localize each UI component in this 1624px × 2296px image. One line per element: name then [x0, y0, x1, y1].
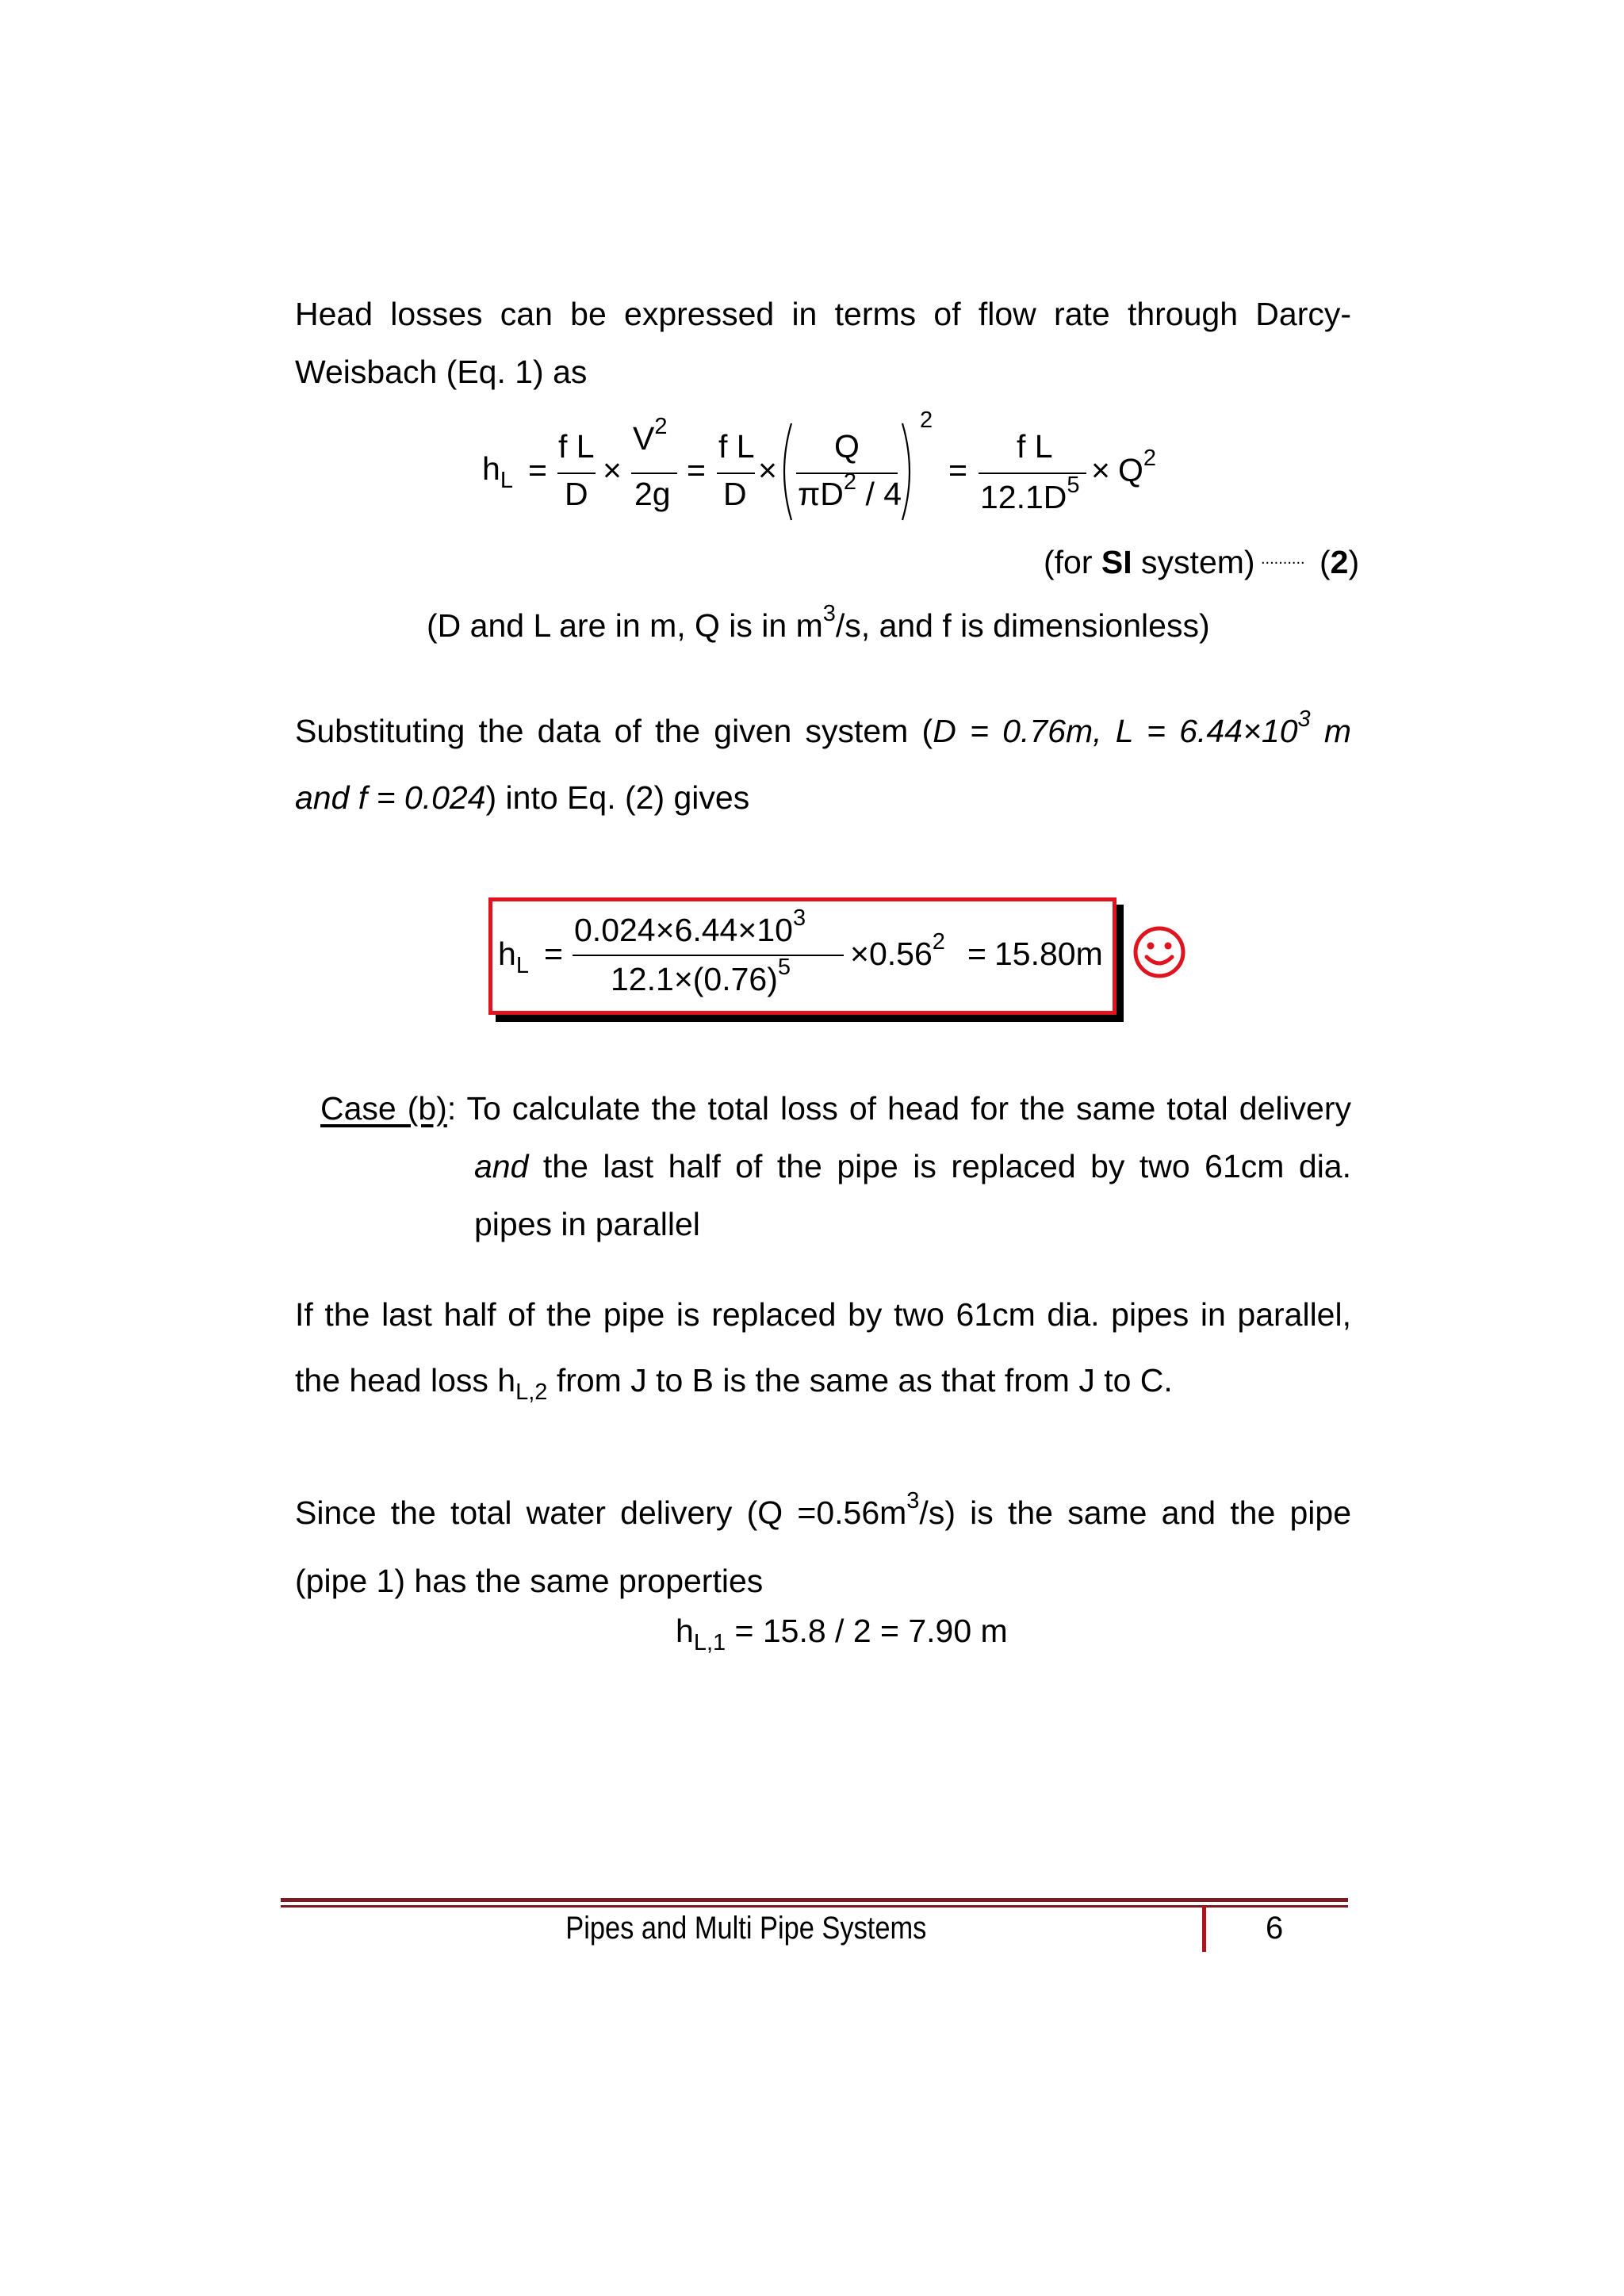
eq2-frac3-num: f L	[718, 428, 755, 465]
units-note: (D and L are in m, Q is in $m^3/s$, and f is dimensionless)	[427, 601, 1210, 644]
result-lhs: $h_L$	[498, 936, 529, 978]
substitution-line-2: and f = 0.024) into Eq. (2) gives	[295, 779, 750, 816]
eq2-frac4-num: f L	[1017, 428, 1053, 465]
eq2-frac4-den: $12.1D^5$	[980, 473, 1080, 515]
result-numerator: $0.024\times 6.44\times 10^3$	[574, 905, 806, 948]
intro-line-2: Weisbach (Eq. 1) as	[295, 354, 588, 390]
footer-rule-thin	[281, 1905, 1348, 1908]
page-number: 6	[1266, 1911, 1284, 1946]
eq2-frac2-den: 2g	[634, 476, 671, 512]
delivery-line-1: Since the total water delivery $(Q =0.56m^3/s)$ is the same and the pipe	[295, 1488, 1351, 1531]
result-multiplier: $\times 0.56^2$	[850, 929, 945, 972]
parallel-line-2: the head loss $h_{L,2}$ from J to B is the same as that from J to C.	[295, 1362, 1173, 1405]
eq2-times-2: ×	[758, 452, 777, 488]
parallel-line-1: If the last half of the pipe is replaced by two 61cm dia. pipes in parallel,	[295, 1296, 1351, 1333]
result-denominator: $12.1\times(0.76)^5$	[611, 955, 791, 997]
intro-paragraph	[295, 285, 1351, 401]
eq2-times-3: ×	[1091, 452, 1110, 488]
footer-title: Pipes and Multi Pipe Systems	[565, 1911, 927, 1946]
eq2-equals-1: =	[528, 452, 547, 488]
footer-separator	[1202, 1906, 1206, 1952]
eq2-paren-exp: 2	[920, 408, 933, 433]
eq2-frac1-num: f L	[558, 428, 595, 465]
delivery-line-2: (pipe 1) has the same properties	[295, 1563, 764, 1599]
eq2-q2: $Q^2$	[1118, 446, 1157, 488]
eq2-times-1: ×	[603, 452, 622, 488]
result-equals-2: =	[967, 936, 986, 972]
case-b-heading	[320, 1080, 1351, 1138]
equation-hl1: $h_{L,1} = 15.8 / 2 = 7.90$ m	[676, 1613, 1008, 1655]
eq2-label: (2)	[1320, 544, 1360, 580]
result-equals-1: =	[544, 936, 563, 972]
eq2-equals-3: =	[948, 452, 967, 488]
eq2-paren-right	[899, 420, 918, 523]
case-b-line-3: pipes in parallel	[474, 1206, 700, 1242]
eq2-system-note: (for SI system)	[1044, 544, 1255, 580]
smiley-icon	[1132, 925, 1186, 979]
delivery-paragraph	[295, 1484, 1351, 1610]
eq2-frac2-num: $V^2$	[633, 414, 668, 457]
substitution-paragraph	[295, 702, 1351, 827]
result-value: 15.80m	[994, 936, 1103, 972]
eq2-frac3-den: D	[723, 476, 747, 512]
eq2-lhs: $h_L$	[482, 450, 513, 493]
substitution-line-1: Substituting the data of the given system (D = 0.76m, $L = 6.44\times 10^3$ m	[295, 706, 1352, 749]
eq2-dots: ..........	[1261, 550, 1305, 568]
case-b-body	[474, 1138, 1351, 1253]
eq2-frac1-den: D	[565, 476, 588, 512]
eq2-paren-den: $\pi D^2 / 4$	[798, 469, 902, 512]
case-b-line-1: Case (b): To calculate the total loss of head for the same total delivery	[320, 1090, 1351, 1127]
eq2-equals-2: =	[687, 452, 706, 488]
eq2-paren-left	[776, 420, 795, 523]
eq2-paren-num: Q	[834, 428, 860, 465]
footer-rule	[281, 1898, 1348, 1902]
parallel-paragraph	[295, 1286, 1351, 1414]
case-b-line-2: and the last half of the pipe is replaced by two 61cm dia.	[474, 1148, 1351, 1184]
intro-line-1: Head losses can be expressed in terms of flow rate through Darcy-	[295, 296, 1351, 332]
